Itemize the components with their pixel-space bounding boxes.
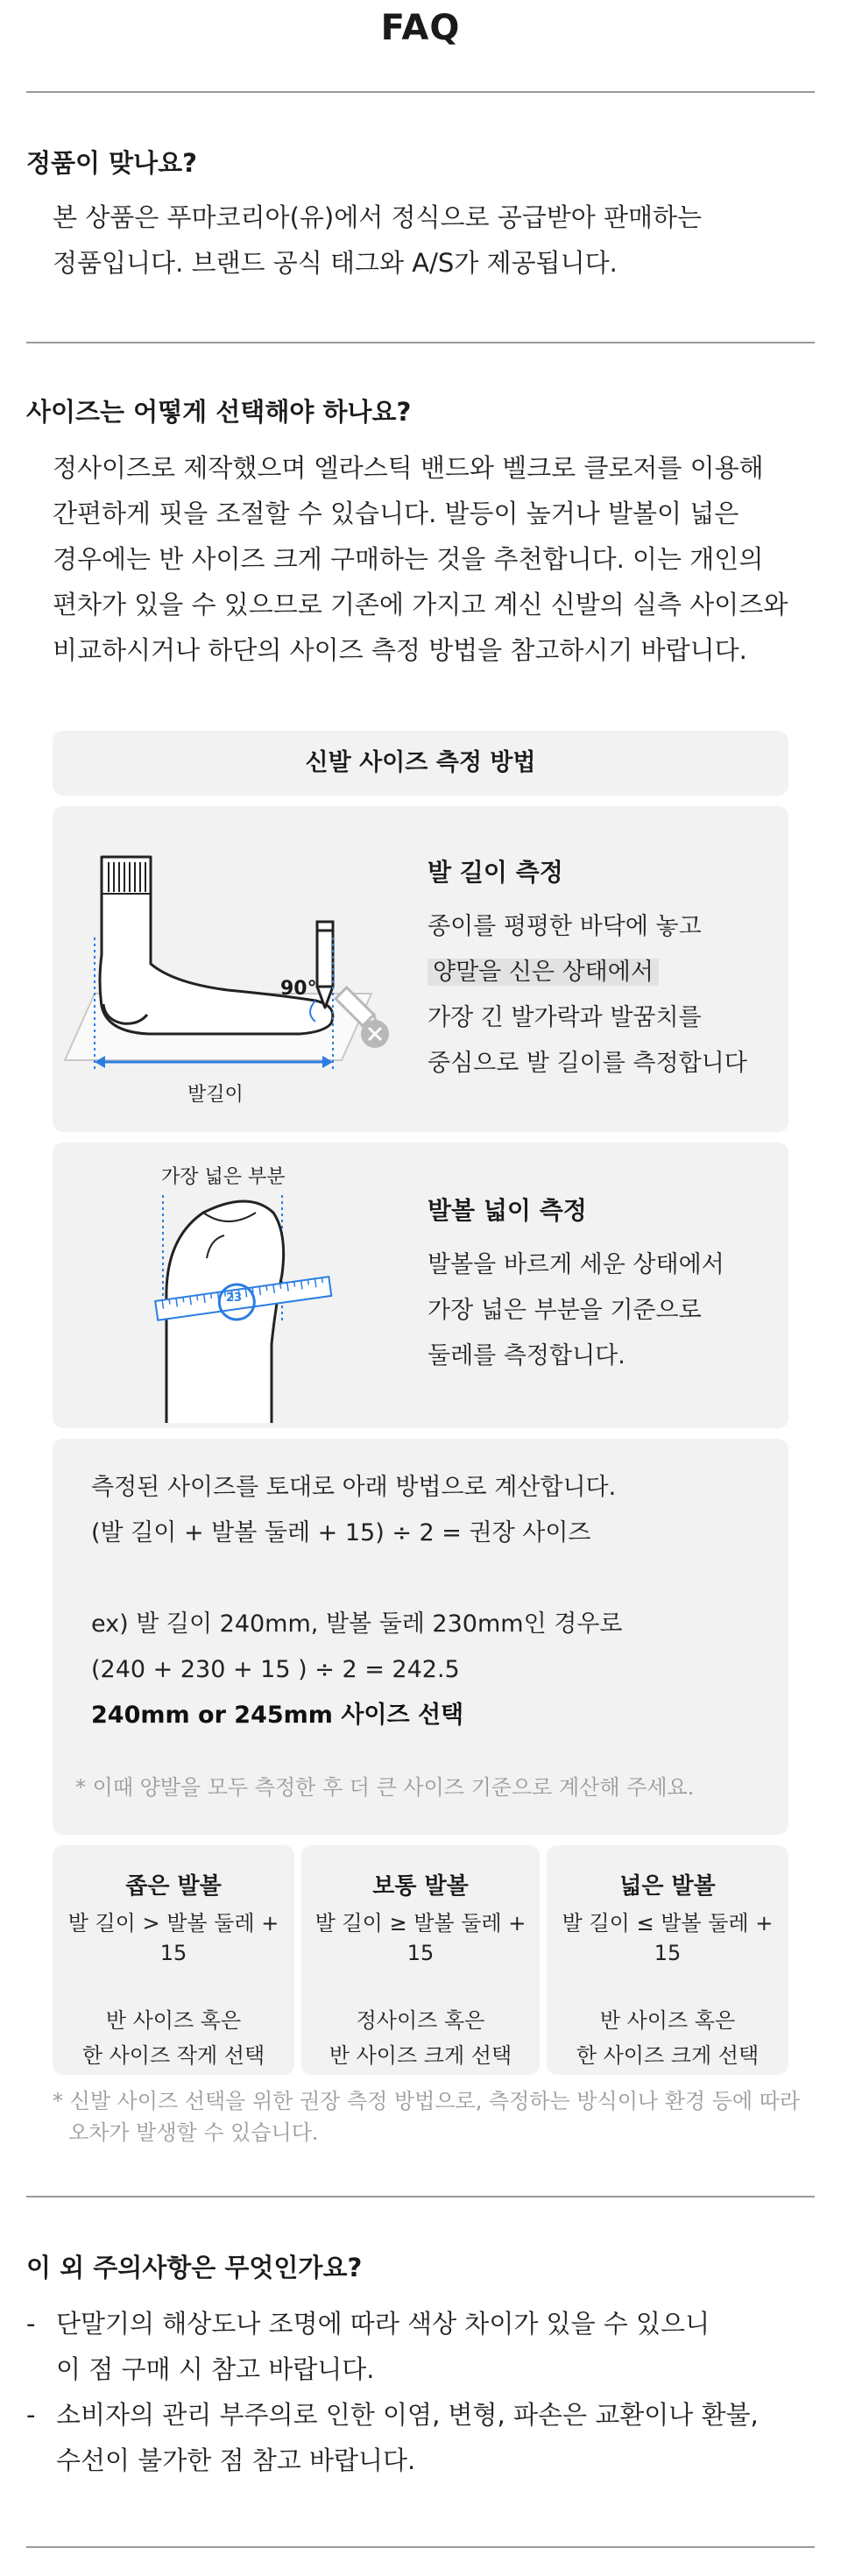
foot-width-text: 발볼 넓이 측정 발볼을 바르게 세운 상태에서 가장 넓은 부분을 기준으로 둘레를 측정합니다. <box>428 1192 724 1379</box>
size-guide-title: 신발 사이즈 측정 방법 <box>305 749 536 776</box>
caution-list <box>26 2301 788 2483</box>
calc-formula: (발 길이 + 발볼 둘레 + 15) ÷ 2 = 권장 사이즈 <box>91 1519 591 1546</box>
size-guide-header <box>53 731 788 796</box>
faq-answer-size: 정사이즈로 제작했으며 엘라스틱 밴드와 벨크로 클로저를 이용해 간편하게 핏을 조절할 수 있습니다. 발등이 높거나 발볼이 넓은 경우에는 반 사이즈 크게 구매하는 것을 추천합니다. 이는 개인의 편차가 있을 수 있으므로 기존에 가지고 계신 신발의 실측 사이즈와 비교하시거나 하단의 사이즈 측정 방법을 참고하시기 바랍니다. <box>53 453 788 665</box>
column-wide: 넓은 발볼 발 길이 ≤ 발볼 둘레 + 15 반 사이즈 혹은 한 사이즈 크게 선택 <box>547 1845 788 2075</box>
page-title: FAQ <box>380 8 461 48</box>
foot-length-panel <box>53 806 788 1132</box>
highlighted-text: 양말을 신은 상태에서 <box>428 959 659 986</box>
width-type-columns <box>53 1845 788 2075</box>
angle-label: 90° <box>280 978 317 1000</box>
column-narrow: 좁은 발볼 발 길이 > 발볼 둘레 + 15 반 사이즈 혹은 한 사이즈 작게 선택 <box>53 1845 294 2075</box>
calc-example-result: (240 + 230 + 15 ) ÷ 2 = 242.5 <box>91 1656 460 1683</box>
calc-note: * 이때 양발을 모두 측정한 후 더 큰 사이즈 기준으로 계산해 주세요. <box>75 1775 695 1800</box>
faq-question-size: 사이즈는 어떻게 선택해야 하나요? <box>26 397 412 427</box>
foot-length-title: 발 길이 측정 <box>428 858 563 887</box>
foot-length-text: 발 길이 측정 종이를 평평한 바닥에 놓고 양말을 신은 상태에서 가장 긴 발가락과 발꿈치를 중심으로 발 길이를 측정합니다 <box>428 853 747 1086</box>
list-item: - 단말기의 해상도나 조명에 따라 색상 차이가 있을 수 있으니 이 점 구매 시 참고 바랍니다. <box>26 2309 710 2384</box>
tape-number: 23 <box>226 1292 243 1305</box>
size-guide-footnote: * 신발 사이즈 선택을 위한 권장 측정 방법으로, 측정하는 방식이나 환경 등에 따라 오차가 발생할 수 있습니다. <box>53 2089 801 2145</box>
column-normal: 보통 발볼 발 길이 ≥ 발볼 둘레 + 15 정사이즈 혹은 반 사이즈 크게 선택 <box>301 1845 540 2075</box>
faq-question-caution: 이 외 주의사항은 무엇인가요? <box>26 2253 363 2282</box>
length-label: 발길이 <box>187 1084 244 1106</box>
foot-width-panel <box>53 1143 788 1428</box>
calc-recommendation: 240mm or 245mm 사이즈 선택 <box>91 1702 464 1729</box>
list-item: - 소비자의 관리 부주의로 인한 이염, 변형, 파손은 교환이나 환불, 수선이 불가한 점 참고 바랍니다. <box>26 2400 759 2475</box>
calc-intro: 측정된 사이즈를 토대로 아래 방법으로 계산합니다. <box>91 1474 617 1501</box>
faq-answer-authenticity: 본 상품은 푸마코리아(유)에서 정식으로 공급받아 판매하는 정품입니다. 브랜드 공식 태그와 A/S가 제공됩니다. <box>53 202 703 278</box>
divider <box>26 2196 815 2197</box>
divider <box>26 91 815 93</box>
divider <box>26 2546 815 2548</box>
faq-question-authenticity: 정품이 맞나요? <box>26 148 198 178</box>
size-calc-panel <box>53 1439 788 1835</box>
divider <box>26 342 815 343</box>
calc-example: ex) 발 길이 240mm, 발볼 둘레 230mm인 경우로 <box>91 1610 623 1638</box>
foot-width-title: 발볼 넓이 측정 <box>428 1196 587 1225</box>
widest-part-label: 가장 넓은 부분 <box>161 1166 286 1188</box>
